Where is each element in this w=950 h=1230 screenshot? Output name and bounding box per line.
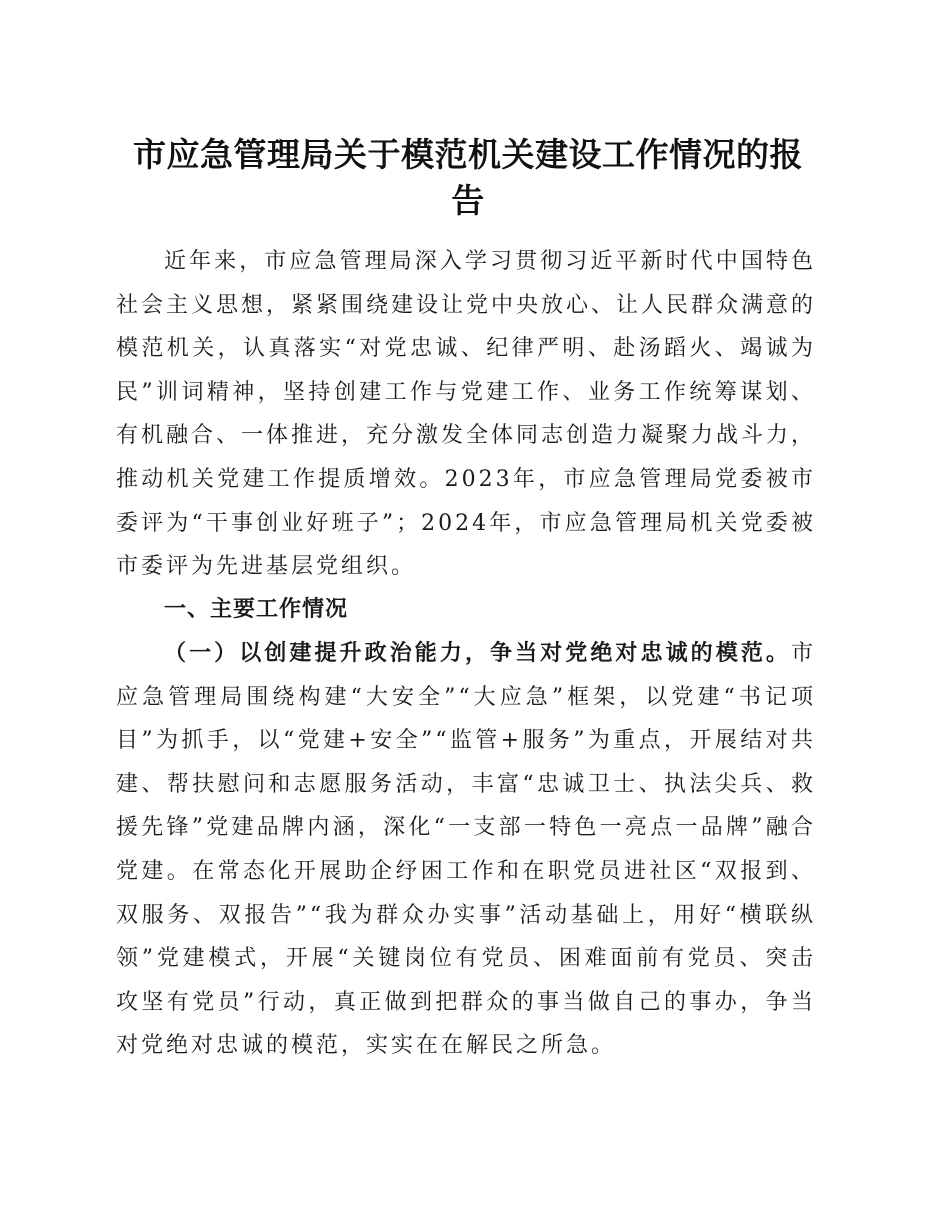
intro-paragraph: 近年来，市应急管理局深入学习贯彻习近平新时代中国特色社会主义思想，紧紧围绕建设让党中央放心、让人民群众满意的模范机关，认真落实“对党忠诚、纪律严明、赴汤蹈火、竭诚为民”训词精神，坚持创建工作与党建工作、业务工作统筹谋划、有机融合、一体推进，充分激发全体同志创造力凝聚力战斗力，推动机关党建工作提质增效。2023年，市应急管理局党委被市委评为“干事创业好班子”；2024年，市应急管理局机关党委被市委评为先进基层党组织。 [116,249,817,580]
section-heading: 一、主要工作情况 [164,597,349,622]
section-1-paragraph [116,632,816,1068]
report-title: 市应急管理局关于模范机关建设工作情况的报告 [133,135,803,220]
subsection-body: 市应急管理局围绕构建“大安全”“大应急”框架，以党建“书记项目”为抓手，以“党建+安全”“监管+服务”为重点，开展结对共建、帮扶慰问和志愿服务活动，丰富“忠诚卫士、执法尖兵、救援先锋”党建品牌内涵，深化“一支部一特色一亮点一品牌”融合党建。在常态化开展助企纾困工作和在职党员进社区“双报到、双服务、双报告”“我为群众办实事”活动基础上，用好“横联纵领”党建模式，开展“关键岗位有党员、困难面前有党员、突击攻坚有党员”行动，真正做到把群众的事当做自己的事办，争当对党绝对忠诚的模范，实实在在解民之所急。 [116,641,816,1059]
subsection-lead: （一）以创建提升政治能力，争当对党绝对忠诚的模范。 [164,640,791,666]
